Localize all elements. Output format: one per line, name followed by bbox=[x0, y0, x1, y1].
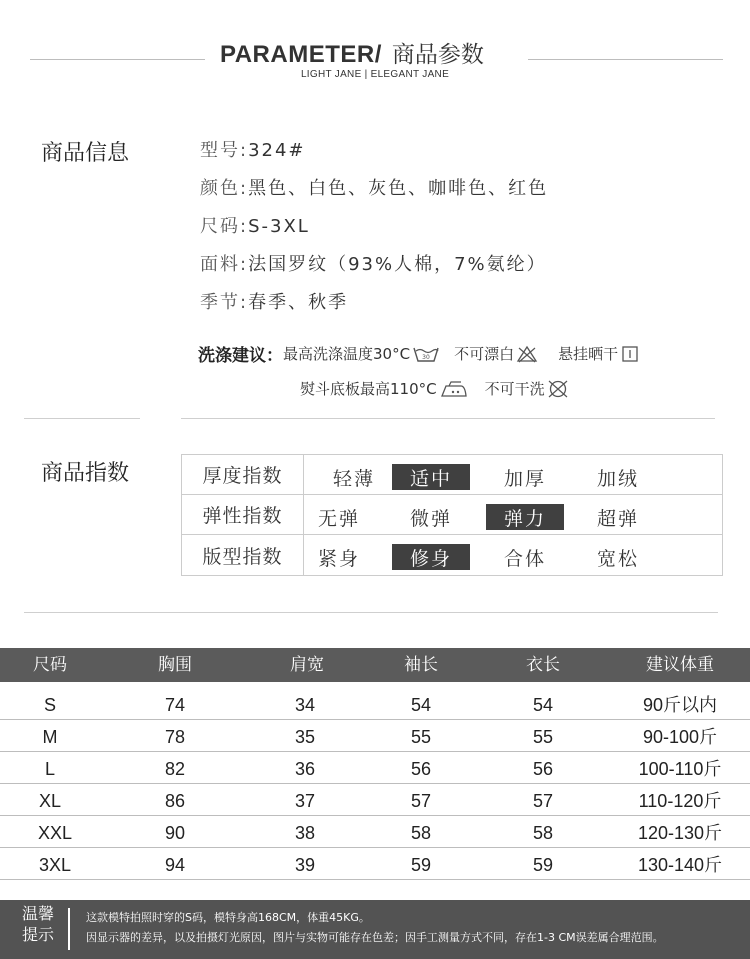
wash-item-temp: 最高洗涤温度30°C 30 bbox=[283, 343, 440, 364]
info-line-model: 型号:324# bbox=[200, 140, 306, 161]
size-header-sleeve: 袖长 bbox=[404, 655, 438, 675]
table-row bbox=[0, 784, 750, 816]
footer-line-2: 因显示器的差异，以及拍摄灯光原因，图片与实物可能存在色差；因手工测量方式不同，存在1-3 CM误差属合理范围。 bbox=[86, 931, 664, 944]
wash-item-iron: 熨斗底板最高110°C bbox=[300, 378, 469, 399]
info-line-size: 尺码:S-3XL bbox=[200, 216, 310, 237]
weight-cell: 130-140斤 bbox=[637, 855, 723, 875]
length-cell: 56 bbox=[532, 759, 554, 779]
index-option-selected: 弹力 bbox=[486, 504, 564, 530]
chest-cell: 78 bbox=[164, 727, 186, 747]
sleeve-cell: 55 bbox=[410, 727, 432, 747]
shoulder-cell: 35 bbox=[294, 727, 316, 747]
index-row-elasticity bbox=[182, 495, 722, 535]
info-line-color: 颜色:黑色、白色、灰色、咖啡色、红色 bbox=[200, 178, 549, 199]
footer-title-line-2: 提示 bbox=[22, 925, 55, 944]
no-dry-clean-icon bbox=[547, 379, 569, 399]
index-row-thickness bbox=[182, 455, 722, 495]
index-row-fit bbox=[182, 535, 722, 575]
footer-title-line-1: 温馨 bbox=[22, 904, 55, 923]
weight-cell: 110-120斤 bbox=[638, 791, 722, 811]
divider-right bbox=[181, 418, 715, 419]
footer-line-1: 这款模特拍照时穿的S码，模特身高168CM，体重45KG。 bbox=[86, 911, 370, 924]
size-cell: XXL bbox=[37, 823, 73, 843]
wash-advice-label: 洗涤建议： bbox=[198, 346, 283, 366]
index-row-label: 弹性指数 bbox=[182, 495, 304, 534]
wash-advice-row-2 bbox=[300, 378, 569, 399]
size-table-header bbox=[0, 648, 750, 682]
length-cell: 58 bbox=[532, 823, 554, 843]
page-subtitle: LIGHT JANE | ELEGANT JANE bbox=[300, 69, 450, 80]
sleeve-cell: 59 bbox=[410, 855, 432, 875]
sleeve-cell: 57 bbox=[410, 791, 432, 811]
index-option: 紧身 bbox=[317, 547, 360, 570]
index-option: 加绒 bbox=[596, 467, 639, 490]
size-cell: S bbox=[43, 695, 56, 715]
index-option: 无弹 bbox=[317, 507, 360, 530]
size-cell: L bbox=[44, 759, 55, 779]
footer-notice bbox=[0, 900, 750, 959]
chest-cell: 94 bbox=[164, 855, 186, 875]
index-row-label: 版型指数 bbox=[182, 535, 304, 575]
table-row bbox=[0, 816, 750, 848]
wash-30-icon bbox=[412, 345, 440, 363]
table-row bbox=[0, 848, 750, 880]
index-option: 轻薄 bbox=[332, 467, 375, 490]
wash-item-hang: 悬挂晒干 bbox=[558, 343, 640, 364]
index-table bbox=[181, 454, 723, 576]
table-row bbox=[0, 688, 750, 720]
info-line-season: 季节:春季、秋季 bbox=[200, 292, 349, 313]
size-header-size: 尺码 bbox=[33, 655, 67, 675]
chest-cell: 74 bbox=[164, 695, 186, 715]
wash-advice-row-1 bbox=[198, 341, 640, 366]
size-header-chest: 胸围 bbox=[158, 655, 192, 675]
hang-dry-icon bbox=[620, 345, 640, 363]
header-line-right bbox=[528, 59, 723, 60]
table-row bbox=[0, 752, 750, 784]
divider-index-bottom bbox=[24, 612, 718, 613]
size-cell: M bbox=[42, 727, 58, 747]
sleeve-cell: 54 bbox=[410, 695, 432, 715]
index-row-label: 厚度指数 bbox=[182, 455, 304, 494]
svg-text:30: 30 bbox=[422, 353, 430, 361]
shoulder-cell: 37 bbox=[294, 791, 316, 811]
info-line-fabric: 面料:法国罗纹（93%人棉，7%氨纶） bbox=[200, 254, 547, 275]
shoulder-cell: 34 bbox=[294, 695, 316, 715]
weight-cell: 90-100斤 bbox=[642, 727, 718, 747]
size-header-length: 衣长 bbox=[526, 655, 560, 675]
chest-cell: 90 bbox=[164, 823, 186, 843]
index-option: 微弹 bbox=[409, 507, 452, 530]
length-cell: 55 bbox=[532, 727, 554, 747]
shoulder-cell: 36 bbox=[294, 759, 316, 779]
index-option: 加厚 bbox=[503, 467, 546, 490]
page-title bbox=[220, 36, 530, 70]
chest-cell: 82 bbox=[164, 759, 186, 779]
length-cell: 59 bbox=[532, 855, 554, 875]
table-row bbox=[0, 720, 750, 752]
weight-cell: 90斤以内 bbox=[642, 695, 718, 715]
length-cell: 54 bbox=[532, 695, 554, 715]
section-title-info: 商品信息 bbox=[41, 141, 130, 166]
size-cell: 3XL bbox=[38, 855, 72, 875]
divider-left bbox=[24, 418, 140, 419]
length-cell: 57 bbox=[532, 791, 554, 811]
footer-separator bbox=[68, 908, 70, 950]
size-header-shoulder: 肩宽 bbox=[290, 655, 324, 675]
shoulder-cell: 39 bbox=[294, 855, 316, 875]
index-option: 合体 bbox=[503, 547, 546, 570]
chest-cell: 86 bbox=[164, 791, 186, 811]
sleeve-cell: 58 bbox=[410, 823, 432, 843]
sleeve-cell: 56 bbox=[410, 759, 432, 779]
weight-cell: 100-110斤 bbox=[638, 759, 722, 779]
weight-cell: 120-130斤 bbox=[637, 823, 723, 843]
size-cell: XL bbox=[38, 791, 62, 811]
iron-110-icon bbox=[439, 380, 469, 398]
index-option-selected: 适中 bbox=[392, 464, 470, 490]
index-option: 宽松 bbox=[596, 547, 639, 570]
wash-item-dry-clean: 不可干洗 bbox=[485, 378, 569, 399]
page-title-cn: 商品参数 bbox=[391, 42, 484, 68]
page-title-en: PARAMETER/ bbox=[220, 41, 382, 68]
no-bleach-icon bbox=[516, 345, 538, 363]
wash-item-bleach: 不可漂白 bbox=[454, 343, 538, 364]
index-option-selected: 修身 bbox=[392, 544, 470, 570]
shoulder-cell: 38 bbox=[294, 823, 316, 843]
size-header-weight: 建议体重 bbox=[646, 655, 714, 675]
index-option: 超弹 bbox=[596, 507, 639, 530]
section-title-index: 商品指数 bbox=[41, 461, 130, 486]
header-line-left bbox=[30, 59, 205, 60]
